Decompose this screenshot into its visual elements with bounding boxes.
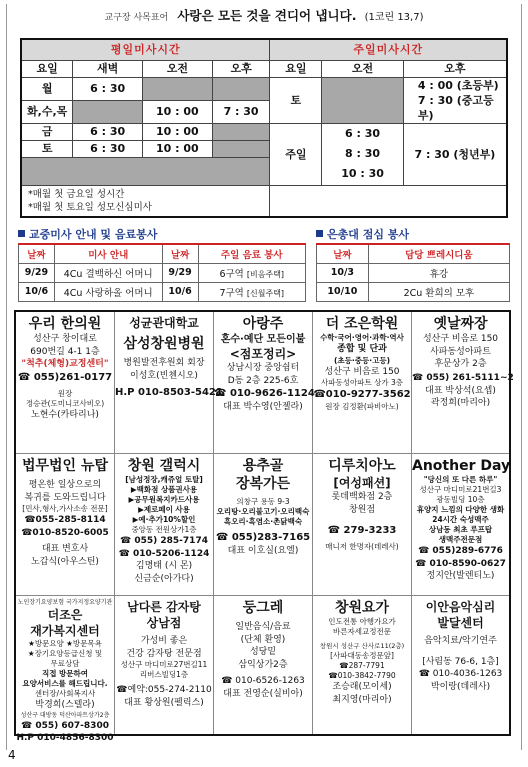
ad-title: 디루치아노 xyxy=(328,458,396,474)
mass-schedule-table xyxy=(20,38,508,218)
ad-line: [여성패션] xyxy=(333,476,391,490)
ad-line: 수학·국어·영어·과학·역사 xyxy=(320,333,404,342)
ad-line: 김명태 (시 몬) xyxy=(135,561,193,571)
header-pm: 오후 xyxy=(212,60,270,77)
ad-line: 무료상담 xyxy=(50,659,80,668)
ad-line: 노인장기요양보험 국가지정요양기관 xyxy=(17,599,113,606)
ad-line: 센터장/사회복지사 xyxy=(34,689,96,698)
ad-phone: ☎ 010-4036-1263 xyxy=(418,669,503,679)
sunday-label: 주일 xyxy=(270,123,322,185)
ad-line: ★장기요양등급신청 및 xyxy=(27,649,103,658)
weekday-dawn: 6 : 30 xyxy=(73,123,143,140)
mission-section-title xyxy=(18,226,157,242)
mission-header: 미사 안내 xyxy=(54,244,162,263)
ad-line: 병원발전후원회 회장 xyxy=(123,358,205,368)
saturday-label: 토 xyxy=(270,77,322,123)
ad-line: 생맥주전문점 xyxy=(438,535,483,544)
ad-phone: ☎ 055)283-7165 xyxy=(215,532,311,543)
ad-line: 690번길 4-1 1층 xyxy=(30,346,100,357)
ad-line: 노갑식(아우스틴) xyxy=(31,556,99,567)
table-row xyxy=(317,282,510,301)
ad-line: 리버스빌딩1층 xyxy=(139,670,189,679)
ad-line: 정승관(도미니코사비오) xyxy=(25,399,105,408)
ad-line: 롯데백화점 2층 xyxy=(331,492,393,502)
sunday-mass-title: 주일미사시간 xyxy=(270,39,507,60)
service-date: 10/6 xyxy=(162,282,198,301)
ad-line: 사파동성아파트 xyxy=(430,346,491,357)
ad-line: [사파대동송정문앞] xyxy=(330,651,394,660)
ad-phone: ☎ 055) 607-8300 xyxy=(21,720,109,731)
ad-line: 의창구 용동 9-3 xyxy=(236,497,290,506)
weekday-day: 금 xyxy=(21,123,73,140)
ad-phone: ☎ 010-5206-1124 xyxy=(118,548,210,559)
ad-line: 원장 xyxy=(57,389,73,398)
ad-newtop-law xyxy=(16,454,115,596)
ad-line: 성산구 창이대로 xyxy=(33,334,97,344)
service-note: [비음주택] xyxy=(246,269,285,279)
ad-line: 조승래(모이세) xyxy=(332,682,392,692)
lunch-table xyxy=(316,243,510,302)
ad-title: 창원 갤럭시 xyxy=(127,458,201,474)
ad-line: [남성정장,캐쥬얼 토탈] xyxy=(125,475,203,484)
square-bullet-icon xyxy=(18,230,25,237)
ad-phone: ☎055-285-8114 xyxy=(24,515,106,525)
pastoral-motto xyxy=(0,5,528,24)
header-dawn: 새벽 xyxy=(73,60,143,77)
lunch-date: 10/3 xyxy=(317,263,369,282)
ad-line: 노현수(카타리나) xyxy=(31,410,99,420)
ad-changwon-yoga xyxy=(313,596,412,734)
ad-phone: ☎ 055)261-0177 xyxy=(17,372,113,383)
ad-phone: ☎287-7791 xyxy=(339,661,385,670)
service-name: 6구역 xyxy=(219,268,244,280)
ad-title: 법무법인 뉴탑 xyxy=(21,458,109,474)
ad-title: 옛날짜장 xyxy=(433,316,488,332)
ad-line: 요양서비스를 해드립니다. xyxy=(22,679,108,688)
ad-phone: ☎ 055) 261-5111~2 xyxy=(412,372,514,383)
ad-diluciano xyxy=(313,454,412,596)
ad-line: 휴양지 느낌의 다양한 생화 xyxy=(416,505,505,514)
ad-line: 사파동성아파트 상가 3층 xyxy=(321,378,403,387)
ad-title: 발달센터 xyxy=(437,616,484,630)
ad-line: 음악치료/악기연주 xyxy=(424,636,497,646)
ads-grid xyxy=(14,310,514,743)
ad-title: 더 조은학원 xyxy=(325,316,399,332)
mass-note: *매월 첫 금요일 성시간 xyxy=(28,188,125,200)
mission-date: 10/6 xyxy=(19,282,55,301)
saturday-pm-1: 4 : 00 (초등부) xyxy=(417,78,499,92)
weekday-filler xyxy=(21,157,270,185)
ad-line: 상남동 최초 루프탑 xyxy=(428,525,493,534)
weekday-pm xyxy=(212,140,270,157)
ad-phone: H.P 010-8503-5421 xyxy=(115,387,223,398)
ad-title: 우리 한의원 xyxy=(28,316,102,332)
mission-table xyxy=(18,243,306,302)
header-sun-pm: 오후 xyxy=(403,60,507,77)
weekday-am: 10 : 00 xyxy=(143,140,213,157)
lunch-who: 2Cu 환희의 모후 xyxy=(368,282,509,301)
ad-line: [민사,형사,가사소송 전문] xyxy=(22,504,108,513)
ad-line: 직접 방문하여 xyxy=(41,669,89,678)
ad-line: 24시간 숙성맥주 xyxy=(432,515,489,524)
ad-line: 정지안(발렌티노) xyxy=(426,571,495,581)
ad-title: 장복가든 xyxy=(235,476,291,492)
weekday-pm xyxy=(212,123,270,140)
ad-line: 성산구 대방동 덕산아파트상가2층 xyxy=(20,711,110,719)
ad-line: ▶공무원복지카드사용 xyxy=(128,495,200,504)
saturday-pm xyxy=(403,77,507,123)
ad-line: 복귀를 도와드립니다 xyxy=(24,492,106,503)
header-sun-day: 요일 xyxy=(270,60,322,77)
ad-phone: ☎예약:055-274-2110 xyxy=(116,685,212,695)
ad-line: 곽정희(마리아) xyxy=(430,398,491,408)
ad-phone: ☎ 010-9626-1124 xyxy=(214,388,315,399)
table-row xyxy=(317,263,510,282)
ad-line: 매니저 한명자(데레사) xyxy=(325,542,399,551)
ad-old-jjajang xyxy=(412,312,514,454)
ad-line: 삼익상가2층 xyxy=(238,659,288,670)
ad-phone: ☎ 010-8590-0627 xyxy=(415,558,506,569)
ad-jangbok-garden xyxy=(214,454,313,596)
ad-title: 상남점 xyxy=(146,616,182,630)
ad-line: (초등·중등·고등) xyxy=(333,355,391,365)
ad-phone: ☎010-3842-7790 xyxy=(328,671,396,680)
mission-header: 날짜 xyxy=(162,244,198,263)
ad-changwon-galaxy xyxy=(115,454,214,596)
ad-line: 바른자세교정전문 xyxy=(333,627,391,636)
ad-line: 가성비 좋은 xyxy=(140,636,188,646)
ad-line: 광동빌딩 10층 xyxy=(436,495,485,504)
ad-line: ▶제로페이 사용 xyxy=(138,505,190,514)
sunday-am-2: 8 : 30 xyxy=(345,147,381,160)
ad-line: 혼수·예단 모든이불 xyxy=(220,334,306,345)
ad-line: 이성호(빈첸시오) xyxy=(130,370,198,381)
ad-line: 원장 김정환(파비아노) xyxy=(325,402,399,411)
ad-line: 상남시장 중앙쉼터 xyxy=(226,363,300,373)
service-team xyxy=(198,282,306,301)
saturday-am xyxy=(322,77,404,123)
weekday-dawn: 6 : 30 xyxy=(73,77,143,100)
lunch-section-title xyxy=(316,226,409,242)
table-row xyxy=(19,282,306,301)
motto-reference: (1코린 13,7) xyxy=(364,12,424,23)
weekday-mass-title: 평일미사시간 xyxy=(21,39,270,60)
ad-title: 이안음악심리 xyxy=(425,600,496,614)
ad-line: D동 2층 225-6호 xyxy=(227,375,299,386)
mass-notes xyxy=(21,185,270,217)
ad-line: 대표 전영순(실비아) xyxy=(223,688,303,699)
table-row xyxy=(19,263,306,282)
ad-title: 둥그레 xyxy=(242,600,284,616)
ad-line: "당신의 또 다른 하루" xyxy=(423,475,498,484)
ad-line: 일반음식/음료 xyxy=(235,622,291,632)
mission-title-text: 교중미사 안내 및 음료봉사 xyxy=(29,228,158,241)
weekday-dawn xyxy=(73,100,143,123)
lunch-who: 휴강 xyxy=(368,263,509,282)
ad-line: "척추(체형)교정센터" xyxy=(21,359,109,369)
sunday-am xyxy=(322,123,404,185)
ad-phone: ☎010-8520-6005 xyxy=(21,527,109,538)
ad-samsung-hospital xyxy=(115,312,223,454)
sunday-am-1: 6 : 30 xyxy=(345,127,381,140)
ad-line: 성산구 마디미로21번길3 xyxy=(419,485,502,494)
mission-header: 주일 음료 봉사 xyxy=(198,244,306,263)
service-note: [신월주택] xyxy=(246,288,285,298)
ad-phone: ☎ 055) 285-7174 xyxy=(120,536,208,546)
ad-title: 재가복지센터 xyxy=(30,624,100,638)
weekday-am: 10 : 00 xyxy=(143,100,213,123)
ad-line: 창원시 성산구 산사로11(2층) xyxy=(319,642,405,650)
ad-line: 박이랑(데레사) xyxy=(430,681,491,692)
ad-line: <점포정리> xyxy=(229,347,297,361)
ad-line: 종합 및 단과 xyxy=(337,344,387,354)
page-number: 4 xyxy=(8,748,16,762)
weekday-am xyxy=(143,77,213,100)
ad-line: 창원점 xyxy=(348,504,376,515)
ad-title: 용추골 xyxy=(242,458,284,474)
ad-phone: ☎ 010-6526-1263 xyxy=(221,676,305,686)
ad-another-day xyxy=(412,454,509,596)
ad-title: 더조은 xyxy=(47,608,83,622)
ad-title: 남다른 감자탕 xyxy=(127,600,201,614)
lunch-title-text: 은총대 점심 봉사 xyxy=(327,228,410,241)
ad-line: 성산구 비음로 150 xyxy=(422,334,499,344)
ad-deojoeun-welfare xyxy=(16,596,115,743)
ad-line: 대표 이호실(요엘) xyxy=(227,546,299,556)
weekday-am: 10 : 00 xyxy=(143,123,213,140)
mission-date: 9/29 xyxy=(19,263,55,282)
ad-ian-music-center xyxy=(412,596,509,734)
ad-line: 대표 박수영(안젤라) xyxy=(223,402,303,412)
ad-line: 인도전통 아행가요가 xyxy=(328,617,396,626)
motto-text: 사랑은 모든 것을 견디어 냅니다. xyxy=(177,8,357,23)
ad-line: 평온한 일상으로의 xyxy=(28,480,102,490)
ad-namdareun-gamjatang xyxy=(115,596,214,734)
ad-line: 후문상가 2층 xyxy=(434,359,487,369)
ad-phone: H.P 010-4856-8300 xyxy=(16,733,114,743)
ad-line: 건강 감자탕 전문점 xyxy=(126,648,202,659)
weekday-dawn: 6 : 30 xyxy=(73,140,143,157)
header-am: 오전 xyxy=(143,60,213,77)
service-date: 9/29 xyxy=(162,263,198,282)
ad-phone: ☎ 055)289-6776 xyxy=(418,546,503,556)
lunch-date: 10/10 xyxy=(317,282,369,301)
service-team xyxy=(198,263,306,282)
mass-note: *매월 첫 토요일 성모신심미사 xyxy=(28,201,152,213)
mission-header: 날짜 xyxy=(19,244,55,263)
ad-phone: ☎010-9277-3562 xyxy=(313,389,411,400)
weekday-day: 화,수,목 xyxy=(21,100,73,123)
weekday-day: 토 xyxy=(21,140,73,157)
square-bullet-icon xyxy=(316,230,323,237)
saturday-pm-2: 7 : 30 (중고등부) xyxy=(417,93,494,122)
service-name: 7구역 xyxy=(219,287,244,299)
ad-line: 박경희(스텔라) xyxy=(35,700,95,710)
lunch-header: 담당 쁘레시디움 xyxy=(368,244,509,263)
ad-title: 아랑주 xyxy=(242,316,284,332)
header-sun-am: 오전 xyxy=(322,60,404,77)
ad-title: Another Day xyxy=(412,458,511,474)
ad-line: 중앙동 전원상가1층 xyxy=(131,525,197,534)
ad-line: 오리탕·오리불고기·오리백숙 xyxy=(216,507,310,516)
lunch-header: 날짜 xyxy=(317,244,369,263)
ad-line: 성산구 마디미로27번길11 xyxy=(120,660,208,669)
mission-guide: 4Cu 사랑하올 어머니 xyxy=(54,282,162,301)
weekday-pm xyxy=(212,77,270,100)
ad-line: [사림동 76-6, 1층] xyxy=(422,656,499,667)
ad-title: 삼성창원병원 xyxy=(123,336,205,352)
ad-arangju xyxy=(214,312,313,454)
ad-woori-clinic xyxy=(16,312,115,454)
motto-label: 교구장 사목표어 xyxy=(104,13,169,23)
ad-line: 최지영(마리아) xyxy=(332,694,392,705)
ad-line: 흑오리·흑염소·촌닭백숙 xyxy=(223,517,303,526)
sunday-am-3: 10 : 30 xyxy=(341,167,384,180)
mission-guide: 4Cu 결백하신 어머니 xyxy=(54,263,162,282)
ad-line: (단체 환영) xyxy=(240,634,286,645)
ad-line: ▶예·추가10%할인 xyxy=(132,515,196,524)
weekday-day: 월 xyxy=(21,77,73,100)
ad-line: 대표 박상석(요셉) xyxy=(425,385,496,396)
ad-line: 대표 변호사 xyxy=(41,544,89,554)
ad-dunggeure xyxy=(214,596,313,734)
ad-line: 성산구 비음로 150 xyxy=(324,366,400,377)
ad-deojoeun-academy xyxy=(313,312,412,454)
ad-line: 성당밑 xyxy=(249,647,277,657)
notes-filler xyxy=(270,185,507,217)
ad-phone: ☎ 279-3233 xyxy=(327,525,397,536)
ad-line: 신금순(아가다) xyxy=(134,573,194,584)
ad-line: 대표 황상원(펠릭스) xyxy=(124,697,204,708)
ad-line: ▶백화점 상품권사용 xyxy=(130,485,198,494)
ad-line: ★방문요양 ★방문목욕 xyxy=(28,639,102,648)
weekday-pm: 7 : 30 xyxy=(212,100,270,123)
header-day: 요일 xyxy=(21,60,73,77)
ad-title: 창원요가 xyxy=(334,600,390,616)
sunday-pm: 7 : 30 (청년부) xyxy=(403,123,507,185)
ad-subtitle: 성균관대학교 xyxy=(129,316,199,330)
